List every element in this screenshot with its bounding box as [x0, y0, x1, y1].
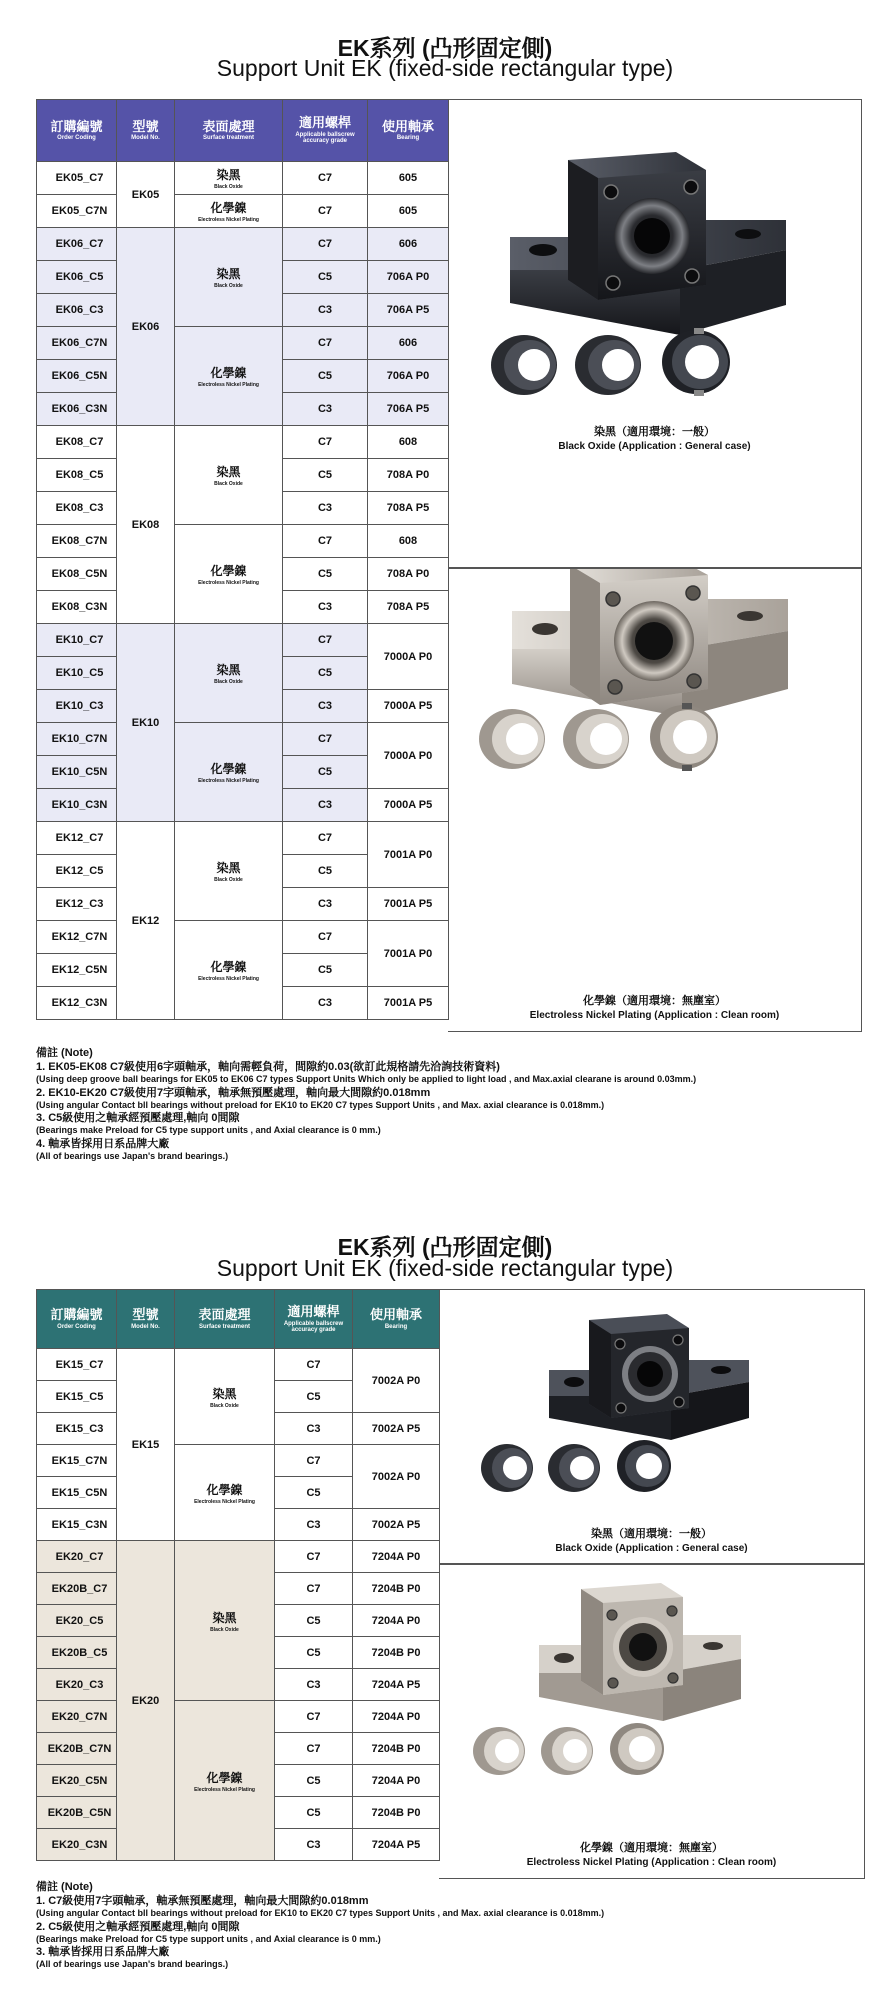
surface-treatment: 化學鎳 Electroless Nickel Plating: [175, 525, 283, 624]
bearing: 706A P5: [368, 294, 449, 327]
surface-treatment: 染黑 Black Oxide: [175, 1349, 275, 1445]
table-row: [37, 1541, 440, 1573]
bearing: 708A P0: [368, 558, 449, 591]
model-no: EK05: [117, 162, 175, 228]
order-code: EK15_C3: [37, 1413, 117, 1445]
table-row: [37, 195, 449, 228]
bearing: 605: [368, 195, 449, 228]
order-code: EK06_C7N: [37, 327, 117, 360]
order-code: EK20_C7N: [37, 1701, 117, 1733]
bearing: 7002A P0: [353, 1445, 440, 1509]
photo-panel-black-oxide: [439, 1289, 865, 1564]
model-no: EK06: [117, 228, 175, 426]
accuracy-grade: C7: [275, 1349, 353, 1381]
photo-caption-nickel: 化學鎳（適用環境：無塵室） Electroless Nickel Plating (Application : Clean room): [526, 1842, 777, 1868]
lock-ring-icon: [479, 703, 718, 771]
bearing: 7204A P0: [353, 1541, 440, 1573]
note-1-en: (Using angular Contact bll bearings without preload for EK10 to EK20 C7 types Support Units , and Max. axial clearance is 0.018mm.): [36, 1908, 605, 1919]
order-code: EK06_C7: [37, 228, 117, 261]
bearing: 7002A P5: [353, 1413, 440, 1445]
accuracy-grade: C3: [283, 591, 368, 624]
order-code: EK20B_C7N: [37, 1733, 117, 1765]
accuracy-grade: C3: [275, 1413, 353, 1445]
accuracy-grade: C5: [275, 1477, 353, 1509]
photo-panel-nickel: [439, 1564, 865, 1879]
notes-heading: 備註 (Note): [36, 1881, 93, 1893]
accuracy-grade: C7: [283, 327, 368, 360]
accuracy-grade: C5: [283, 459, 368, 492]
notes-2: [36, 1880, 866, 1971]
surface-treatment: 化學鎳 Electroless Nickel Plating: [175, 327, 283, 426]
accuracy-grade: C3: [275, 1829, 353, 1861]
order-code: EK08_C7N: [37, 525, 117, 558]
bearing: 7001A P0: [368, 822, 449, 888]
order-code: EK12_C7: [37, 822, 117, 855]
accuracy-grade: C3: [275, 1669, 353, 1701]
surface-treatment: 染黑 Black Oxide: [175, 426, 283, 525]
order-code: EK08_C5: [37, 459, 117, 492]
table-header-row: [37, 100, 449, 162]
note-2-en: (Using angular Contact bll bearings without preload for EK10 to EK20 C7 types Support Units , and Max. axial clearance is 0.018mm.): [36, 1099, 605, 1110]
model-no: EK12: [117, 822, 175, 1020]
bearing: 7204B P0: [353, 1733, 440, 1765]
nickel-support-unit-image: [448, 569, 862, 1033]
table-row: [37, 1445, 440, 1477]
accuracy-grade: C5: [283, 855, 368, 888]
order-code: EK06_C5: [37, 261, 117, 294]
accuracy-grade: C7: [283, 822, 368, 855]
header-surface-treatment: 表面處理 Surface treatment: [175, 1290, 275, 1349]
header-model-no: 型號 Model No.: [117, 1290, 175, 1349]
table-row: [37, 1701, 440, 1733]
accuracy-grade: C5: [283, 558, 368, 591]
header-order-coding: 訂購編號 Order Coding: [37, 1290, 117, 1349]
order-code: EK08_C3: [37, 492, 117, 525]
bearing: 708A P0: [368, 459, 449, 492]
order-code: EK12_C7N: [37, 921, 117, 954]
header-accuracy-grade: 適用螺桿 Applicable ballscrew accuracy grade: [283, 100, 368, 162]
accuracy-grade: C7: [275, 1733, 353, 1765]
surface-treatment: 染黑 Black Oxide: [175, 624, 283, 723]
accuracy-grade: C3: [283, 987, 368, 1020]
bearing: 7204B P0: [353, 1637, 440, 1669]
table-header-row: [37, 1290, 440, 1349]
accuracy-grade: C5: [275, 1381, 353, 1413]
black-oxide-support-unit-image: [448, 100, 862, 569]
bearing: 7002A P0: [353, 1349, 440, 1413]
bearing: 7000A P5: [368, 690, 449, 723]
note-4-en: (All of bearings use Japan's brand bearings.): [36, 1150, 229, 1161]
accuracy-grade: C3: [283, 888, 368, 921]
bearing: 7000A P0: [368, 624, 449, 690]
note-3-zh: 3. C5級使用之軸承經預壓處理,軸向 0間隙: [36, 1112, 240, 1125]
bearing: 605: [368, 162, 449, 195]
surface-treatment: 化學鎳 Electroless Nickel Plating: [175, 921, 283, 1020]
surface-treatment: 化學鎳 Electroless Nickel Plating: [175, 723, 283, 822]
order-code: EK08_C5N: [37, 558, 117, 591]
bearing: 606: [368, 228, 449, 261]
order-code: EK08_C7: [37, 426, 117, 459]
notes-heading: 備註 (Note): [36, 1047, 93, 1059]
order-code: EK15_C7N: [37, 1445, 117, 1477]
section-2: [0, 1215, 890, 1996]
photo-panel-black-oxide: [448, 99, 862, 568]
bearing: 606: [368, 327, 449, 360]
accuracy-grade: C7: [283, 624, 368, 657]
order-code: EK10_C3N: [37, 789, 117, 822]
order-code: EK15_C5N: [37, 1477, 117, 1509]
note-3-en: (Bearings make Preload for C5 type support units , and Axial clearance is 0 mm.): [36, 1125, 381, 1136]
order-code: EK20B_C5N: [37, 1797, 117, 1829]
surface-treatment: 化學鎳 Electroless Nickel Plating: [175, 1445, 275, 1541]
bearing: 7204A P5: [353, 1829, 440, 1861]
order-code: EK06_C5N: [37, 360, 117, 393]
accuracy-grade: C3: [275, 1509, 353, 1541]
order-code: EK15_C7: [37, 1349, 117, 1381]
header-bearing: 使用軸承 Bearing: [368, 100, 449, 162]
photo-panel-nickel: [448, 568, 862, 1032]
photo-caption-black-oxide: 染黑（適用環境：一般） Black Oxide (Application : General case): [558, 426, 751, 452]
notes-1: [36, 1046, 866, 1162]
header-bearing: 使用軸承 Bearing: [353, 1290, 440, 1349]
order-code: EK05_C7N: [37, 195, 117, 228]
section-1-title-en: Support Unit EK (fixed-side rectangular type): [216, 55, 674, 81]
accuracy-grade: C7: [275, 1573, 353, 1605]
table-row: [37, 327, 449, 360]
surface-treatment: 染黑 Black Oxide: [175, 162, 283, 195]
accuracy-grade: C7: [283, 228, 368, 261]
accuracy-grade: C7: [275, 1701, 353, 1733]
table-row: [37, 723, 449, 756]
accuracy-grade: C3: [283, 690, 368, 723]
section-2-title-en: Support Unit EK (fixed-side rectangular type): [216, 1255, 674, 1281]
order-code: EK06_C3N: [37, 393, 117, 426]
black-oxide-support-unit-image: [439, 1290, 865, 1565]
order-code: EK20_C3: [37, 1669, 117, 1701]
table-row: [37, 228, 449, 261]
bearing: 7001A P5: [368, 888, 449, 921]
surface-treatment: 染黑 Black Oxide: [175, 822, 283, 921]
order-code: EK10_C3: [37, 690, 117, 723]
nickel-support-unit-image: [439, 1565, 865, 1880]
table-row: [37, 162, 449, 195]
order-code: EK10_C5: [37, 657, 117, 690]
bearing: 7001A P0: [368, 921, 449, 987]
order-code: EK20B_C7: [37, 1573, 117, 1605]
photo-caption-black-oxide: 染黑（適用環境：一般） Black Oxide (Application : General case): [555, 1528, 748, 1554]
bearing: 7204B P0: [353, 1797, 440, 1829]
surface-treatment: 染黑 Black Oxide: [175, 1541, 275, 1701]
bearing: 7000A P0: [368, 723, 449, 789]
order-code: EK20_C7: [37, 1541, 117, 1573]
note-3-zh: 3. 軸承皆採用日系品牌大廠: [36, 1946, 170, 1959]
surface-treatment: 染黑 Black Oxide: [175, 228, 283, 327]
lock-ring-icon: [473, 1723, 664, 1775]
bearing: 7204A P0: [353, 1605, 440, 1637]
spec-table-1: [36, 99, 449, 1020]
header-surface-treatment: 表面處理 Surface treatment: [175, 100, 283, 162]
order-code: EK20_C5: [37, 1605, 117, 1637]
accuracy-grade: C5: [275, 1797, 353, 1829]
bearing: 708A P5: [368, 591, 449, 624]
bearing: 7204A P0: [353, 1765, 440, 1797]
note-1-zh: 1. C7級使用7字頭軸承，軸承無預壓處理，軸向最大間隙約0.018mm: [36, 1895, 369, 1908]
order-code: EK15_C5: [37, 1381, 117, 1413]
note-3-en: (All of bearings use Japan's brand bearings.): [36, 1959, 229, 1970]
note-1-zh: 1. EK05-EK08 C7級使用6字頭軸承，軸向需輕負荷，間隙約0.03(欲訂此規格請先洽詢技術資料): [36, 1061, 500, 1074]
note-2-zh: 2. EK10-EK20 C7級使用7字頭軸承，軸承無預壓處理，軸向最大間隙約0.018mm: [36, 1086, 431, 1099]
order-code: EK20B_C5: [37, 1637, 117, 1669]
accuracy-grade: C5: [275, 1765, 353, 1797]
order-code: EK15_C3N: [37, 1509, 117, 1541]
order-code: EK12_C5: [37, 855, 117, 888]
bearing: 706A P0: [368, 261, 449, 294]
note-2-zh: 2. C5級使用之軸承經預壓處理,軸向 0間隙: [36, 1920, 240, 1933]
note-1-en: (Using deep groove ball bearings for EK05 to EK06 C7 types Support Units Which only be applied to light load , and Max.axial clearane is around 0.03mm.): [36, 1074, 697, 1085]
table-row: [37, 921, 449, 954]
table-row: [37, 426, 449, 459]
accuracy-grade: C5: [275, 1605, 353, 1637]
order-code: EK12_C3: [37, 888, 117, 921]
accuracy-grade: C5: [283, 756, 368, 789]
bearing: 608: [368, 525, 449, 558]
table-row: [37, 1349, 440, 1381]
accuracy-grade: C7: [283, 525, 368, 558]
header-model-no: 型號 Model No.: [117, 100, 175, 162]
bearing: 7204B P0: [353, 1573, 440, 1605]
order-code: EK05_C7: [37, 162, 117, 195]
bearing: 7204A P0: [353, 1701, 440, 1733]
accuracy-grade: C7: [275, 1541, 353, 1573]
table-row: [37, 624, 449, 657]
order-code: EK12_C3N: [37, 987, 117, 1020]
accuracy-grade: C7: [283, 195, 368, 228]
accuracy-grade: C3: [283, 492, 368, 525]
bearing: 7000A P5: [368, 789, 449, 822]
model-no: EK20: [117, 1541, 175, 1861]
accuracy-grade: C5: [283, 360, 368, 393]
bearing: 706A P5: [368, 393, 449, 426]
accuracy-grade: C7: [283, 162, 368, 195]
section-1-title-zh: EK系列 (凸形固定側): [337, 35, 553, 61]
accuracy-grade: C3: [283, 393, 368, 426]
bearing: 708A P5: [368, 492, 449, 525]
header-accuracy-grade: 適用螺桿 Applicable ballscrew accuracy grade: [275, 1290, 353, 1349]
bearing: 7002A P5: [353, 1509, 440, 1541]
table-row: [37, 822, 449, 855]
order-code: EK10_C5N: [37, 756, 117, 789]
note-2-en: (Bearings make Preload for C5 type support units , and Axial clearance is 0 mm.): [36, 1933, 381, 1944]
accuracy-grade: C5: [275, 1637, 353, 1669]
order-code: EK20_C3N: [37, 1829, 117, 1861]
photo-caption-nickel: 化學鎳（適用環境：無塵室） Electroless Nickel Plating (Application : Clean room): [529, 995, 780, 1021]
table-row: [37, 525, 449, 558]
accuracy-grade: C7: [283, 426, 368, 459]
order-code: EK20_C5N: [37, 1765, 117, 1797]
model-no: EK08: [117, 426, 175, 624]
accuracy-grade: C5: [283, 261, 368, 294]
section-2-title-zh: EK系列 (凸形固定側): [337, 1234, 553, 1260]
accuracy-grade: C7: [283, 723, 368, 756]
accuracy-grade: C3: [283, 789, 368, 822]
header-order-coding: 訂購編號 Order Coding: [37, 100, 117, 162]
bearing: 706A P0: [368, 360, 449, 393]
spec-table-2: [36, 1289, 440, 1861]
bearing: 7204A P5: [353, 1669, 440, 1701]
model-no: EK10: [117, 624, 175, 822]
accuracy-grade: C5: [283, 954, 368, 987]
surface-treatment: 化學鎳 Electroless Nickel Plating: [175, 195, 283, 228]
order-code: EK08_C3N: [37, 591, 117, 624]
order-code: EK06_C3: [37, 294, 117, 327]
lock-ring-icon: [481, 1440, 671, 1492]
order-code: EK12_C5N: [37, 954, 117, 987]
accuracy-grade: C7: [275, 1445, 353, 1477]
accuracy-grade: C5: [283, 657, 368, 690]
accuracy-grade: C3: [283, 294, 368, 327]
surface-treatment: 化學鎳 Electroless Nickel Plating: [175, 1701, 275, 1861]
accuracy-grade: C7: [283, 921, 368, 954]
model-no: EK15: [117, 1349, 175, 1541]
note-4-zh: 4. 軸承皆採用日系品牌大廠: [36, 1137, 170, 1150]
bearing: 608: [368, 426, 449, 459]
bearing: 7001A P5: [368, 987, 449, 1020]
order-code: EK10_C7: [37, 624, 117, 657]
lock-ring-icon: [491, 328, 730, 396]
order-code: EK10_C7N: [37, 723, 117, 756]
